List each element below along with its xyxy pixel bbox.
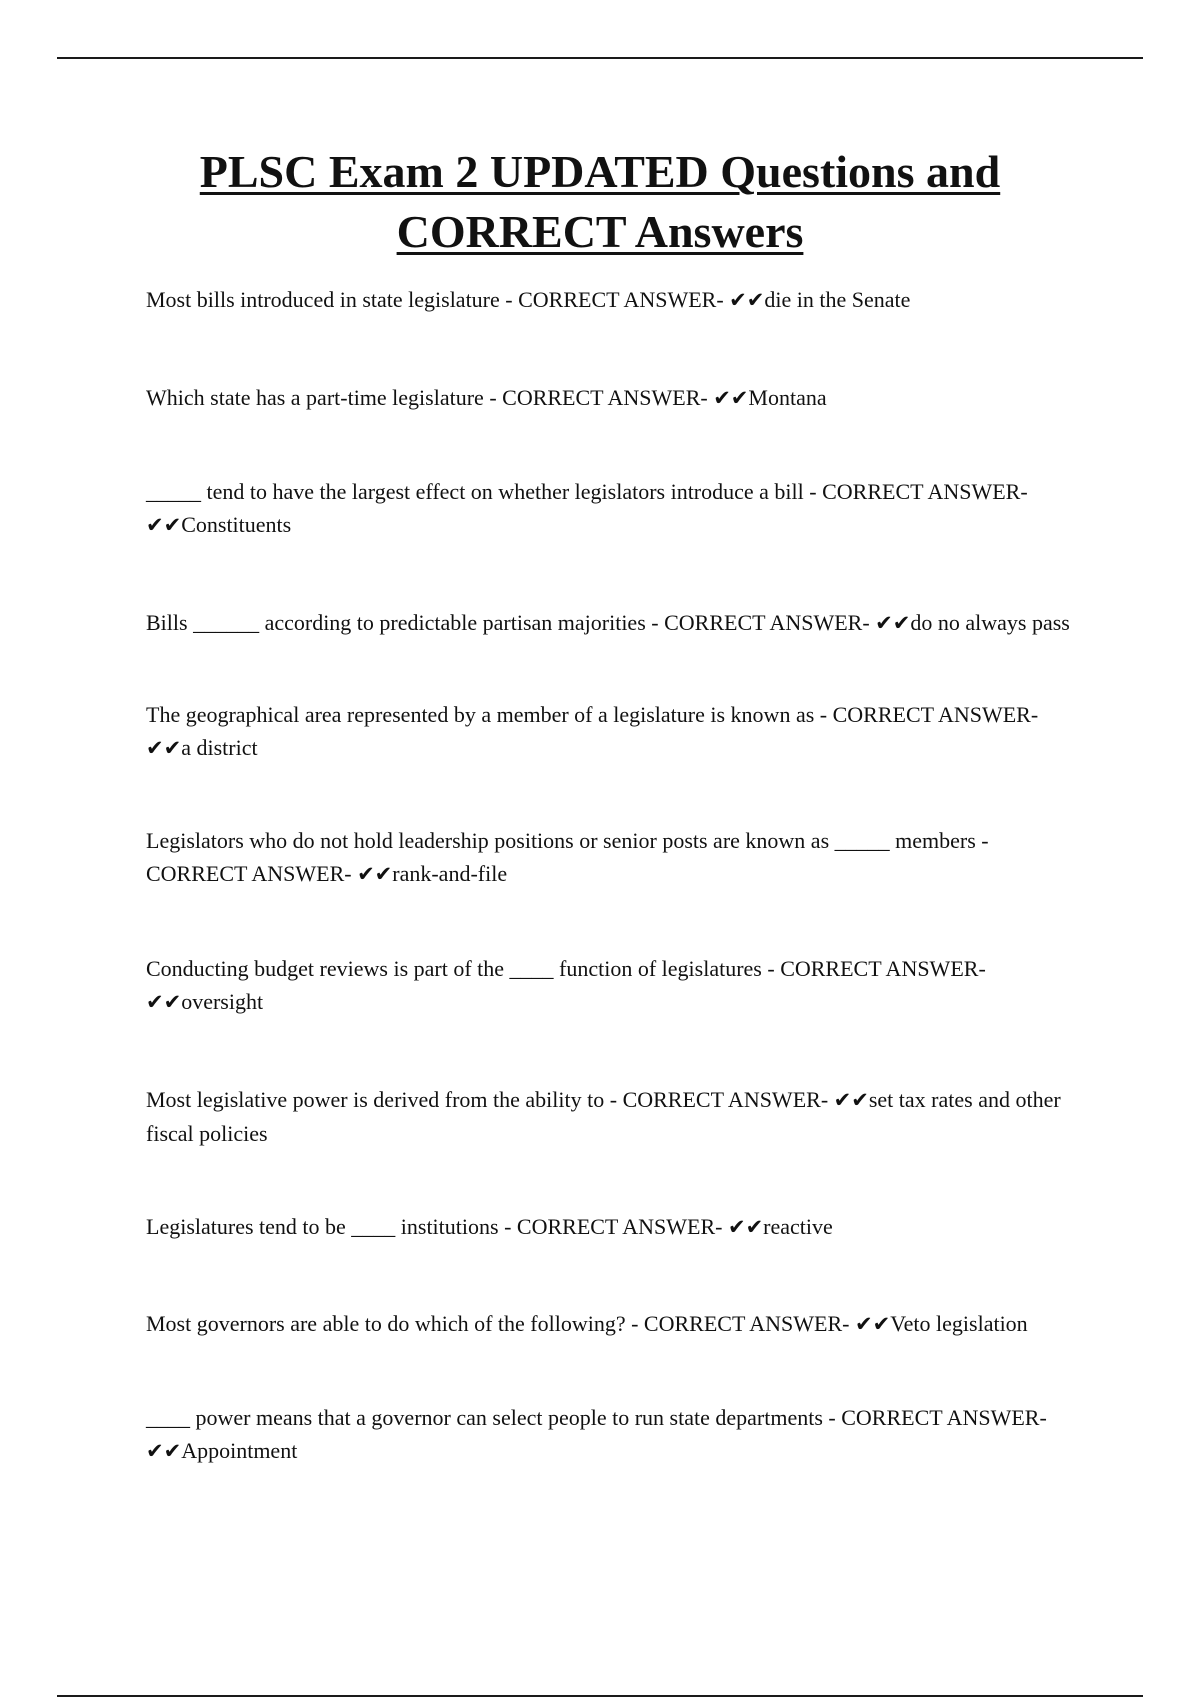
question-text: Conducting budget reviews is part of the ____ function of legislatures bbox=[146, 956, 762, 981]
answer-text: Appointment bbox=[181, 1438, 298, 1463]
double-check-icon: ✔✔ bbox=[855, 1312, 891, 1336]
answer-marker: - CORRECT ANSWER- bbox=[483, 385, 714, 410]
qa-item bbox=[146, 283, 1076, 317]
question-text: ____ power means that a governor can select people to run state departments bbox=[146, 1405, 823, 1430]
qa-item bbox=[146, 1307, 1076, 1341]
double-check-icon: ✔✔ bbox=[875, 611, 911, 635]
answer-text: Constituents bbox=[181, 512, 292, 537]
qa-item bbox=[146, 1401, 1076, 1468]
question-text: Most legislative power is derived from the ability to bbox=[146, 1087, 605, 1112]
double-check-icon: ✔✔ bbox=[146, 1439, 182, 1463]
question-text: Legislatures tend to be ____ institutions bbox=[146, 1214, 499, 1239]
title-line-2: CORRECT Answers bbox=[396, 206, 804, 257]
top-rule bbox=[57, 57, 1143, 59]
question-text: _____ tend to have the largest effect on whether legislators introduce a bill bbox=[146, 479, 804, 504]
title-line-1: PLSC Exam 2 UPDATED Questions and bbox=[199, 146, 1001, 197]
answer-text: reactive bbox=[763, 1214, 833, 1239]
answer-marker: - CORRECT ANSWER- bbox=[761, 956, 986, 981]
answer-marker: - CORRECT ANSWER- bbox=[499, 287, 730, 312]
answer-text: oversight bbox=[181, 989, 264, 1014]
qa-item bbox=[146, 698, 1076, 765]
double-check-icon: ✔✔ bbox=[713, 386, 749, 410]
question-text: Legislators who do not hold leadership positions or senior posts are known as _____ members bbox=[146, 828, 976, 853]
question-answer-list bbox=[146, 283, 1076, 1468]
answer-marker: - CORRECT ANSWER- bbox=[146, 828, 989, 886]
answer-text: rank-and-file bbox=[392, 861, 508, 886]
answer-marker: - CORRECT ANSWER- bbox=[822, 1405, 1047, 1430]
double-check-icon: ✔✔ bbox=[146, 513, 182, 537]
qa-item bbox=[146, 1083, 1076, 1150]
qa-item bbox=[146, 381, 1076, 415]
answer-marker: - CORRECT ANSWER- bbox=[645, 610, 876, 635]
answer-text: set tax rates and other fiscal policies bbox=[146, 1087, 1061, 1146]
answer-text: Veto legislation bbox=[890, 1311, 1028, 1336]
answer-marker: - CORRECT ANSWER- bbox=[498, 1214, 728, 1239]
answer-text: Montana bbox=[748, 385, 827, 410]
answer-text: do no always pass bbox=[910, 610, 1070, 635]
answer-text: die in the Senate bbox=[764, 287, 911, 312]
answer-marker: - CORRECT ANSWER- bbox=[604, 1087, 834, 1112]
double-check-icon: ✔✔ bbox=[146, 736, 182, 760]
double-check-icon: ✔✔ bbox=[833, 1088, 869, 1112]
double-check-icon: ✔✔ bbox=[727, 1215, 764, 1239]
double-check-icon: ✔✔ bbox=[729, 288, 765, 312]
answer-marker: - CORRECT ANSWER- bbox=[814, 702, 1039, 727]
question-text: Most bills introduced in state legislature bbox=[146, 287, 500, 312]
qa-item bbox=[146, 824, 1076, 891]
double-check-icon: ✔✔ bbox=[146, 990, 182, 1014]
double-check-icon: ✔✔ bbox=[357, 862, 393, 886]
bottom-rule bbox=[57, 1695, 1143, 1697]
qa-item bbox=[146, 475, 1076, 542]
question-text: Bills ______ according to predictable partisan majorities bbox=[146, 610, 646, 635]
question-text: Which state has a part-time legislature bbox=[146, 385, 484, 410]
page-title bbox=[0, 142, 1200, 262]
answer-marker: - CORRECT ANSWER- bbox=[803, 479, 1028, 504]
qa-item bbox=[146, 606, 1076, 640]
qa-item bbox=[146, 1210, 1076, 1244]
answer-marker: - CORRECT ANSWER- bbox=[625, 1311, 855, 1336]
qa-item bbox=[146, 952, 1076, 1019]
question-text: The geographical area represented by a member of a legislature is known as bbox=[146, 702, 815, 727]
question-text: Most governors are able to do which of the following? bbox=[146, 1311, 626, 1336]
answer-text: a district bbox=[181, 735, 258, 760]
